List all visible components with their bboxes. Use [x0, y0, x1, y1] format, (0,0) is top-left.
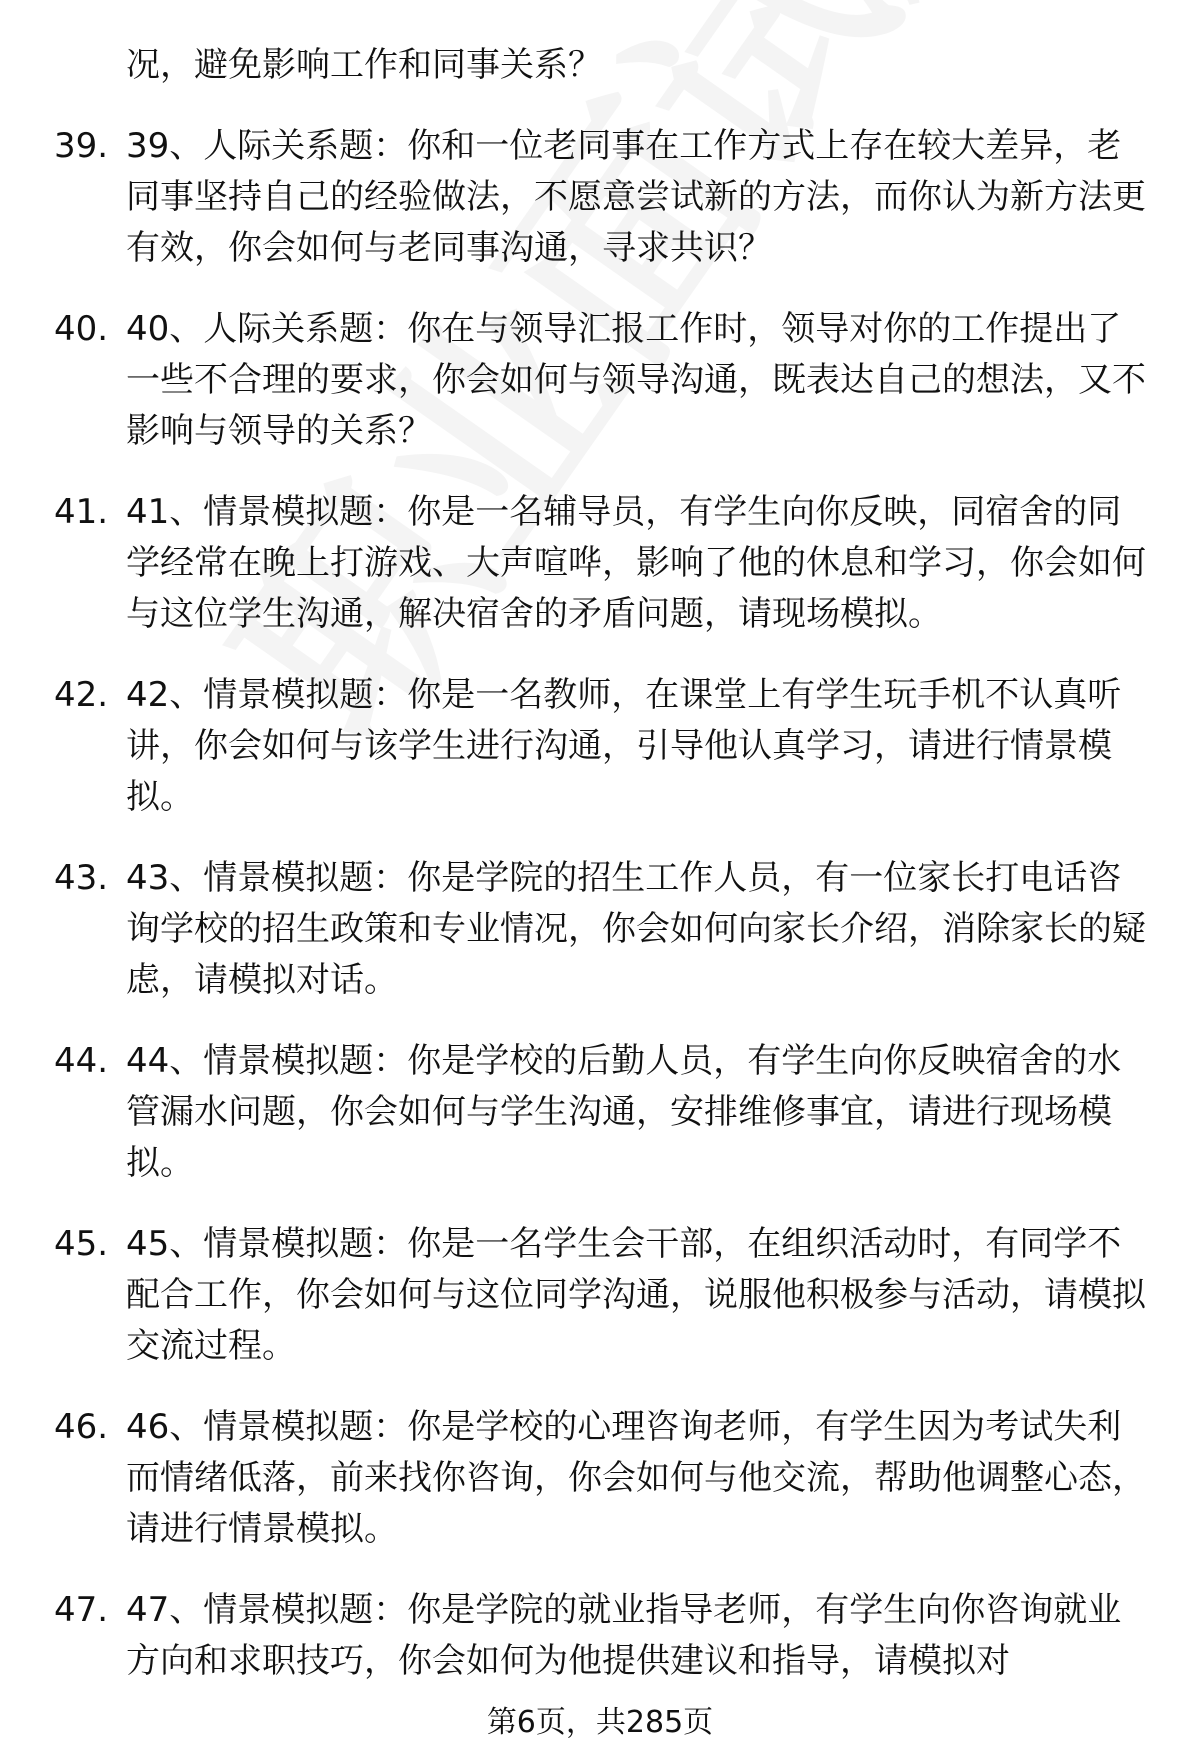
page-footer: 第6页，共285页	[486, 1705, 714, 1740]
item-number: 46.	[54, 1407, 109, 1447]
item-text: 46、情景模拟题：你是学校的心理咨询老师，有学生因为考试失利而情绪低落，前来找你咨询，你会如何与他交流，帮助他调整心态，请进行情景模拟。	[126, 1407, 1146, 1549]
list-item	[0, 487, 1146, 640]
item-text: 42、情景模拟题：你是一名教师，在课堂上有学生玩手机不认真听讲，你会如何与该学生进行沟通，引导他认真学习，请进行情景模拟。	[126, 675, 1122, 817]
list-item	[0, 304, 1146, 457]
list-item	[0, 853, 1146, 1006]
question-list	[0, 40, 1200, 1687]
list-item	[0, 1585, 1146, 1687]
item-text: 45、情景模拟题：你是一名学生会干部，在组织活动时，有同学不配合工作，你会如何与这位同学沟通，说服他积极参与活动，请模拟交流过程。	[126, 1224, 1146, 1366]
item-number: 44.	[54, 1041, 109, 1081]
item-text: 43、情景模拟题：你是学院的招生工作人员，有一位家长打电话咨询学校的招生政策和专业情况，你会如何向家长介绍，消除家长的疑虑，请模拟对话。	[126, 858, 1146, 1000]
list-item	[0, 1402, 1146, 1555]
list-item	[0, 670, 1146, 823]
item-number: 45.	[54, 1224, 109, 1264]
list-item	[0, 1036, 1146, 1189]
item-number: 47.	[54, 1590, 109, 1630]
list-item	[0, 1219, 1146, 1372]
item-text: 40、人际关系题：你在与领导汇报工作时，领导对你的工作提出了一些不合理的要求，你会如何与领导沟通，既表达自己的想法，又不影响与领导的关系？	[126, 309, 1146, 451]
item-text: 39、人际关系题：你和一位老同事在工作方式上存在较大差异，老同事坚持自己的经验做法，不愿意尝试新的方法，而你认为新方法更有效，你会如何与老同事沟通，寻求共识？	[126, 126, 1146, 268]
item-number: 42.	[54, 675, 109, 715]
item-text: 41、情景模拟题：你是一名辅导员，有学生向你反映，同宿舍的同学经常在晚上打游戏、大声喧哗，影响了他的休息和学习，你会如何与这位学生沟通，解决宿舍的矛盾问题，请现场模拟。	[126, 492, 1146, 634]
item-text: 44、情景模拟题：你是学校的后勤人员，有学生向你反映宿舍的水管漏水问题，你会如何与学生沟通，安排维修事宜，请进行现场模拟。	[126, 1041, 1122, 1183]
item-number: 43.	[54, 858, 109, 898]
item-number: 39.	[54, 126, 109, 166]
continued-question-text: 况，避免影响工作和同事关系？	[126, 45, 602, 85]
item-number: 41.	[54, 492, 109, 532]
item-text: 47、情景模拟题：你是学院的就业指导老师，有学生向你咨询就业方向和求职技巧，你会如何为他提供建议和指导，请模拟对	[126, 1590, 1122, 1681]
item-number: 40.	[54, 309, 109, 349]
list-item	[0, 121, 1146, 274]
